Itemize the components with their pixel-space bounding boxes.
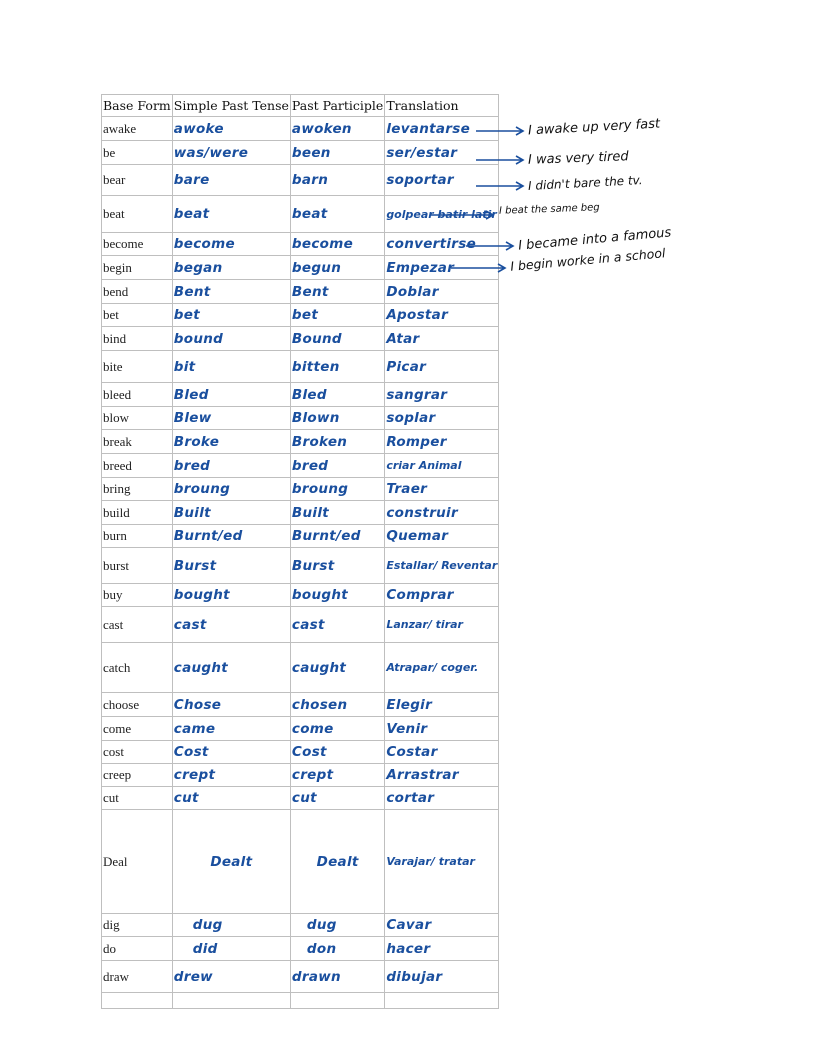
cell-base: breed [102, 454, 173, 478]
cell-base: choose [102, 693, 173, 717]
cell-past-participle: Dealt [290, 810, 384, 914]
cell-past-participle [290, 993, 384, 1009]
table-row [102, 993, 499, 1009]
cell-past-participle: caught [290, 643, 384, 693]
cell-past-participle: Broken [290, 430, 384, 454]
cell-past-participle: chosen [290, 693, 384, 717]
cell-translation: criar Animal [385, 454, 499, 478]
cell-simple-past: cast [172, 607, 290, 643]
cell-translation: Apostar [385, 304, 499, 327]
table-row [102, 233, 499, 256]
cell-base: burst [102, 548, 173, 584]
cell-simple-past: came [172, 717, 290, 741]
table-row [102, 383, 499, 407]
cell-past-participle: bitten [290, 351, 384, 383]
cell-translation: construir [385, 501, 499, 525]
cell-simple-past: Bled [172, 383, 290, 407]
cell-past-participle: bet [290, 304, 384, 327]
table-header-row [102, 95, 499, 117]
cell-past-participle: drawn [290, 961, 384, 993]
cell-translation: Doblar [385, 280, 499, 304]
cell-translation: Quemar [385, 525, 499, 548]
cell-base: cast [102, 607, 173, 643]
cell-simple-past: dug [172, 914, 290, 937]
cell-past-participle: come [290, 717, 384, 741]
cell-translation: dibujar [385, 961, 499, 993]
cell-translation: Venir [385, 717, 499, 741]
cell-translation: ser/estar [385, 141, 499, 165]
cell-past-participle: Burnt/ed [290, 525, 384, 548]
cell-base: bend [102, 280, 173, 304]
cell-simple-past: bought [172, 584, 290, 607]
cell-simple-past [172, 993, 290, 1009]
cell-base: buy [102, 584, 173, 607]
cell-translation: Picar [385, 351, 499, 383]
cell-translation: Romper [385, 430, 499, 454]
cell-past-participle: Built [290, 501, 384, 525]
table-row [102, 607, 499, 643]
cell-past-participle: bred [290, 454, 384, 478]
table-row [102, 787, 499, 810]
cell-simple-past: was/were [172, 141, 290, 165]
table-row [102, 141, 499, 165]
cell-translation: Cavar [385, 914, 499, 937]
cell-base: bind [102, 327, 173, 351]
cell-translation: Costar [385, 741, 499, 764]
table-row [102, 478, 499, 501]
cell-translation: soportar [385, 165, 499, 196]
table-row [102, 327, 499, 351]
table-row [102, 117, 499, 141]
table-row [102, 430, 499, 454]
cell-simple-past: Burst [172, 548, 290, 584]
note-bear: I didn't bare the tv. [527, 173, 643, 193]
cell-translation: soplar [385, 407, 499, 430]
cell-simple-past: beat [172, 196, 290, 233]
table-row [102, 196, 499, 233]
cell-simple-past: Blew [172, 407, 290, 430]
cell-translation: convertirse [385, 233, 499, 256]
table-row [102, 810, 499, 914]
cell-past-participle: crept [290, 764, 384, 787]
cell-simple-past: bet [172, 304, 290, 327]
cell-base: begin [102, 256, 173, 280]
cell-base: come [102, 717, 173, 741]
table-row [102, 937, 499, 961]
note-be: I was very tired [527, 149, 629, 168]
header-past-participle: Past Participle [290, 95, 384, 117]
cell-base: cut [102, 787, 173, 810]
cell-past-participle: bought [290, 584, 384, 607]
table-row [102, 501, 499, 525]
table-row [102, 741, 499, 764]
note-beat: I beat the same beg [498, 202, 600, 217]
note-begin: I begin worke in a school [509, 245, 666, 274]
cell-translation [385, 993, 499, 1009]
cell-simple-past: caught [172, 643, 290, 693]
cell-base: do [102, 937, 173, 961]
cell-past-participle: beat [290, 196, 384, 233]
cell-simple-past: bare [172, 165, 290, 196]
table-body [102, 117, 499, 1009]
cell-base: bite [102, 351, 173, 383]
cell-translation: Atrapar/ coger. [385, 643, 499, 693]
cell-translation: Varajar/ tratar [385, 810, 499, 914]
table-row [102, 454, 499, 478]
cell-translation: Lanzar/ tirar [385, 607, 499, 643]
cell-past-participle: begun [290, 256, 384, 280]
cell-translation: Empezar [385, 256, 499, 280]
cell-past-participle: dug [290, 914, 384, 937]
cell-simple-past: awoke [172, 117, 290, 141]
cell-past-participle: cast [290, 607, 384, 643]
cell-simple-past: did [172, 937, 290, 961]
table-row [102, 914, 499, 937]
cell-simple-past: broung [172, 478, 290, 501]
cell-base: creep [102, 764, 173, 787]
cell-simple-past: drew [172, 961, 290, 993]
table-row [102, 693, 499, 717]
cell-translation: cortar [385, 787, 499, 810]
cell-base: bring [102, 478, 173, 501]
cell-base: awake [102, 117, 173, 141]
cell-simple-past: began [172, 256, 290, 280]
cell-past-participle: Bound [290, 327, 384, 351]
cell-past-participle: cut [290, 787, 384, 810]
table-row [102, 256, 499, 280]
cell-translation: Arrastrar [385, 764, 499, 787]
table-row [102, 304, 499, 327]
cell-base: draw [102, 961, 173, 993]
header-translation: Translation [385, 95, 499, 117]
cell-past-participle: awoken [290, 117, 384, 141]
cell-past-participle: don [290, 937, 384, 961]
table-row [102, 961, 499, 993]
cell-simple-past: bred [172, 454, 290, 478]
cell-translation: hacer [385, 937, 499, 961]
verb-table [101, 94, 499, 1009]
cell-base: bear [102, 165, 173, 196]
cell-past-participle: Bent [290, 280, 384, 304]
cell-simple-past: Chose [172, 693, 290, 717]
cell-simple-past: Broke [172, 430, 290, 454]
cell-base: build [102, 501, 173, 525]
note-awake: I awake up very fast [527, 116, 661, 139]
cell-past-participle: Bled [290, 383, 384, 407]
cell-base: break [102, 430, 173, 454]
cell-base: burn [102, 525, 173, 548]
table-row [102, 165, 499, 196]
table-row [102, 351, 499, 383]
cell-translation: Elegir [385, 693, 499, 717]
cell-simple-past: Burnt/ed [172, 525, 290, 548]
table-row [102, 548, 499, 584]
cell-past-participle: Cost [290, 741, 384, 764]
note-become: I became into a famous [517, 225, 672, 254]
cell-simple-past: Bent [172, 280, 290, 304]
cell-simple-past: Dealt [172, 810, 290, 914]
cell-simple-past: bound [172, 327, 290, 351]
cell-base: blow [102, 407, 173, 430]
table-row [102, 764, 499, 787]
cell-base: beat [102, 196, 173, 233]
cell-translation: Comprar [385, 584, 499, 607]
table-row [102, 584, 499, 607]
cell-simple-past: Cost [172, 741, 290, 764]
header-base-form: Base Form [102, 95, 173, 117]
cell-simple-past: become [172, 233, 290, 256]
cell-translation: sangrar [385, 383, 499, 407]
table-row [102, 717, 499, 741]
cell-translation: Traer [385, 478, 499, 501]
cell-base: dig [102, 914, 173, 937]
cell-translation: Estallar/ Reventar [385, 548, 499, 584]
table-row [102, 643, 499, 693]
cell-past-participle: become [290, 233, 384, 256]
cell-simple-past: crept [172, 764, 290, 787]
cell-base: bleed [102, 383, 173, 407]
cell-past-participle: Burst [290, 548, 384, 584]
header-simple-past: Simple Past Tense [172, 95, 290, 117]
cell-base: become [102, 233, 173, 256]
cell-simple-past: bit [172, 351, 290, 383]
cell-simple-past: cut [172, 787, 290, 810]
cell-base: be [102, 141, 173, 165]
table-row [102, 525, 499, 548]
table-row [102, 407, 499, 430]
cell-base: cost [102, 741, 173, 764]
cell-translation: levantarse [385, 117, 499, 141]
cell-past-participle: been [290, 141, 384, 165]
cell-base: Deal [102, 810, 173, 914]
cell-translation: Atar [385, 327, 499, 351]
table-row [102, 280, 499, 304]
cell-simple-past: Built [172, 501, 290, 525]
cell-base: bet [102, 304, 173, 327]
cell-base: catch [102, 643, 173, 693]
cell-past-participle: Blown [290, 407, 384, 430]
cell-base [102, 993, 173, 1009]
cell-past-participle: barn [290, 165, 384, 196]
cell-past-participle: broung [290, 478, 384, 501]
cell-translation: golpear batir latir [385, 196, 499, 233]
